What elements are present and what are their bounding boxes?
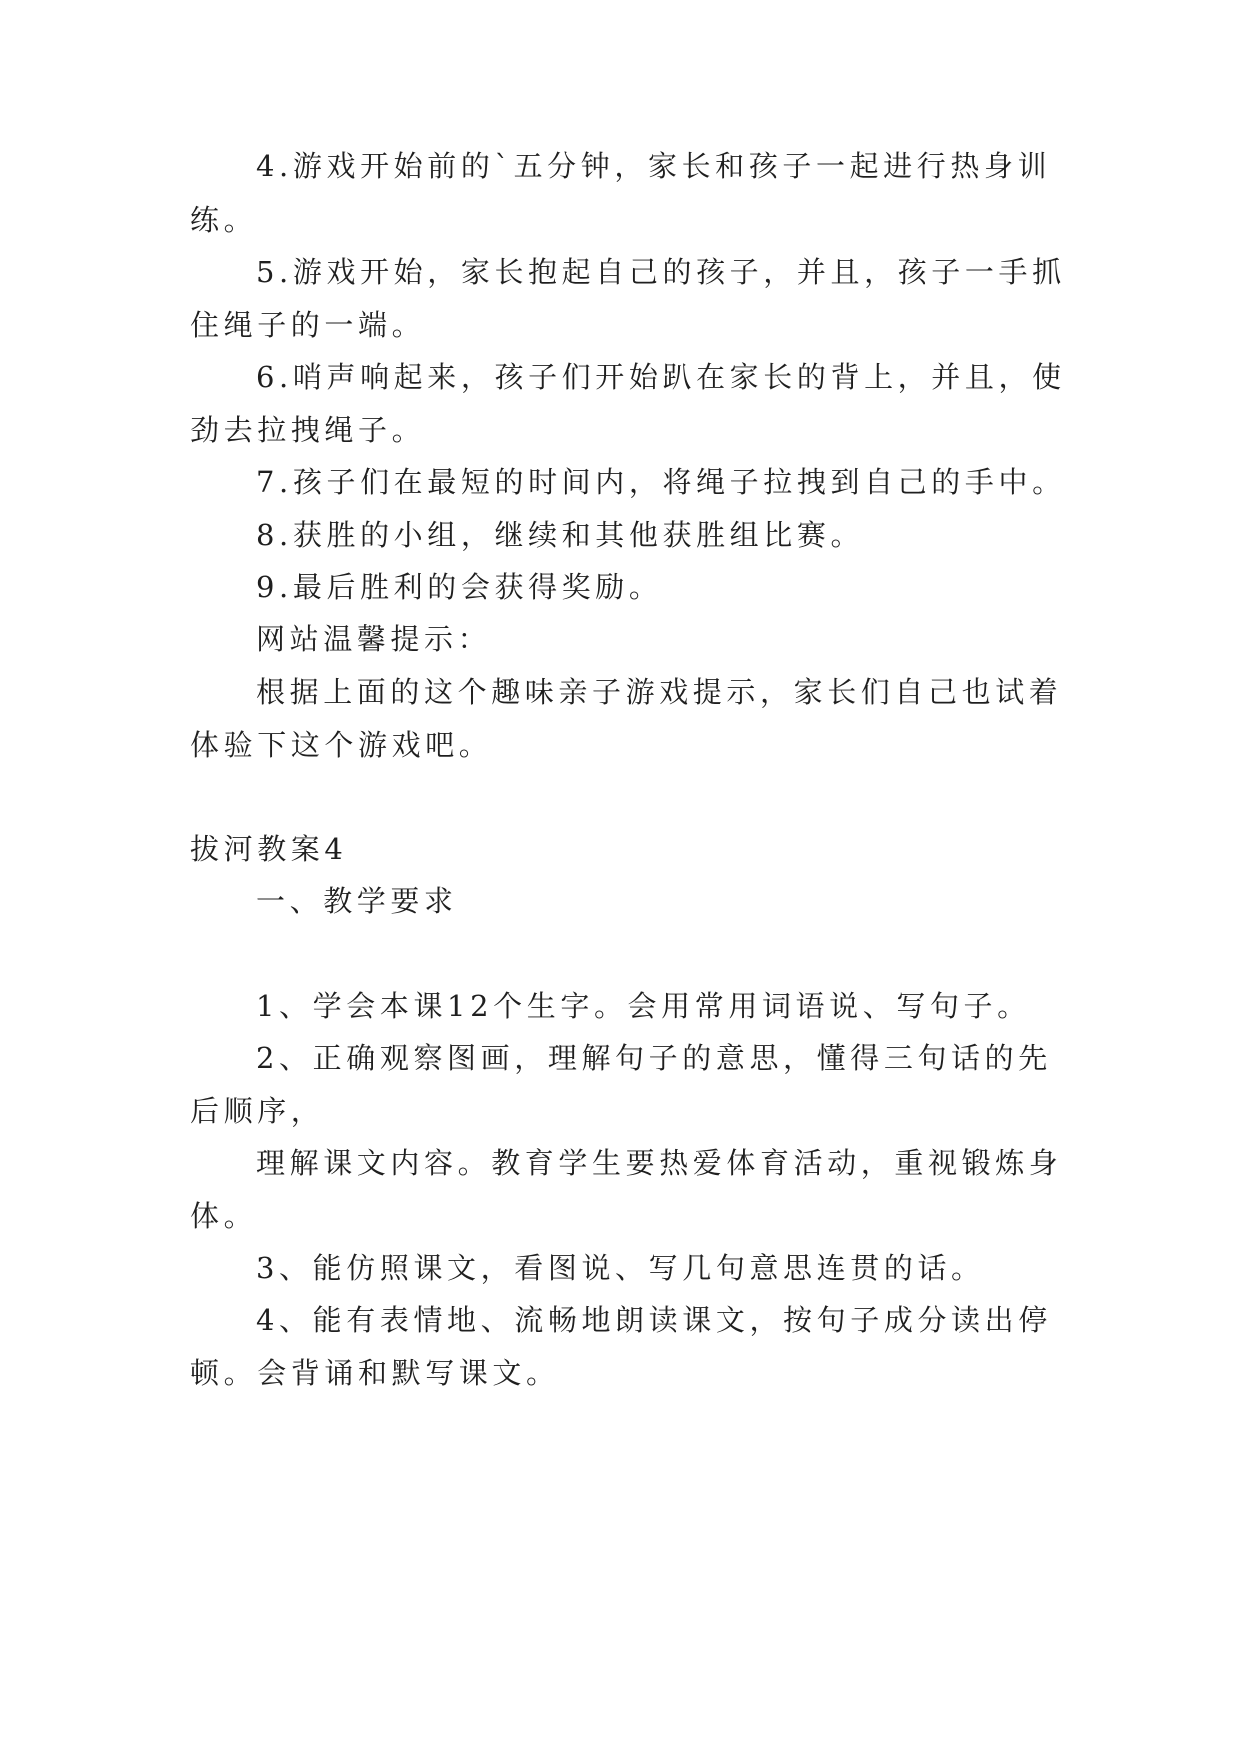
lesson-title: 拔河教案4 [190, 832, 348, 866]
step-8-line: 8.获胜的小组，继续和其他获胜组比赛。 [256, 518, 865, 552]
section-heading: 一、教学要求 [256, 884, 458, 918]
requirement-4-line-1: 4、能有表情地、流畅地朗读课文，按句子成分读出停 [256, 1303, 1052, 1337]
requirement-2b-line-1: 理解课文内容。教育学生要热爱体育活动，重视锻炼身 [256, 1146, 1063, 1180]
requirement-1-line: 1、学会本课12个生字。会用常用词语说、写句子。 [256, 989, 1031, 1023]
requirement-2-line-2: 后顺序， [190, 1094, 325, 1128]
step-5-line-2: 住绳子的一端。 [190, 308, 426, 342]
step-9-line: 9.最后胜利的会获得奖励。 [256, 570, 663, 604]
step-7-line: 7.孩子们在最短的时间内，将绳子拉拽到自己的手中。 [256, 465, 1066, 499]
requirement-3-line: 3、能仿照课文，看图说、写几句意思连贯的话。 [256, 1251, 985, 1285]
requirement-4-line-2: 顿。会背诵和默写课文。 [190, 1356, 560, 1390]
step-6-line-2: 劲去拉拽绳子。 [190, 413, 426, 447]
tip-line-1: 根据上面的这个趣味亲子游戏提示，家长们自己也试着 [256, 675, 1063, 709]
requirement-2-line-1: 2、正确观察图画，理解句子的意思，懂得三句话的先 [256, 1041, 1052, 1075]
step-6-line-1: 6.哨声响起来，孩子们开始趴在家长的背上，并且，使 [256, 360, 1066, 394]
step-4-line-1: 4.游戏开始前的`五分钟，家长和孩子一起进行热身训 [256, 149, 1052, 183]
tip-heading: 网站温馨提示： [256, 622, 492, 656]
step-4-line-2: 练。 [190, 203, 258, 237]
step-5-line-1: 5.游戏开始，家长抱起自己的孩子，并且，孩子一手抓 [256, 255, 1066, 289]
requirement-2b-line-2: 体。 [190, 1199, 258, 1233]
tip-line-2: 体验下这个游戏吧。 [190, 728, 493, 762]
